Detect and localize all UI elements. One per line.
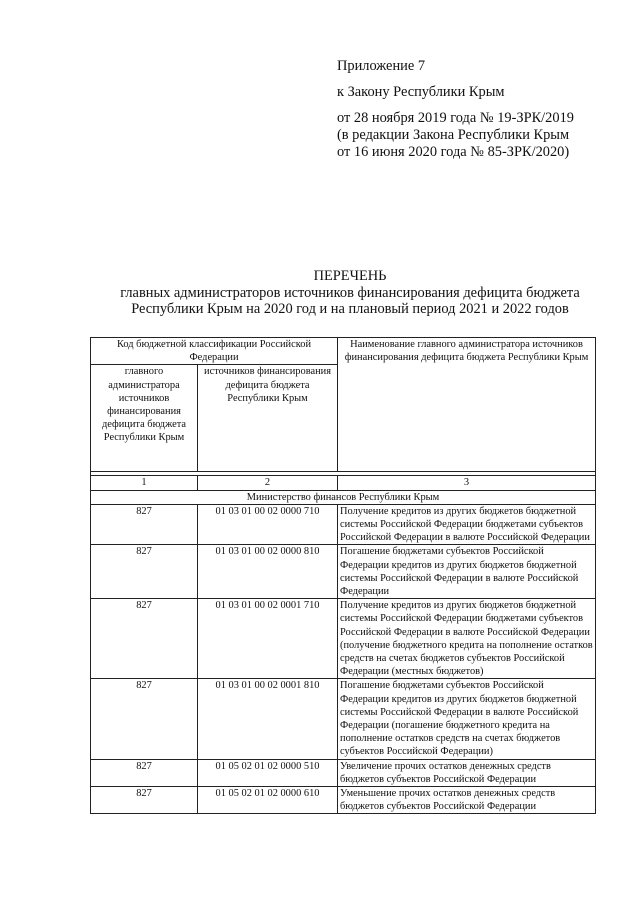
appendix-edition-date: от 16 июня 2020 года № 85-ЗРК/2020) <box>337 144 570 160</box>
row-source-code: 01 05 02 01 02 0000 610 <box>198 787 338 814</box>
document-subtitle-line1: главных администраторов источников финансирования дефицита бюджета <box>120 285 580 301</box>
row-admin-code: 827 <box>91 679 198 759</box>
header-code-group: Код бюджетной классификации Российской Федерации <box>91 338 338 365</box>
table-column-numbers <box>91 476 596 490</box>
table-row <box>91 504 596 545</box>
row-name: Уменьшение прочих остатков денежных средств бюджетов субъектов Российской Федерации <box>338 787 596 814</box>
header-source-code: источников финансирования дефицита бюджета Республики Крым <box>198 365 338 472</box>
administrators-table <box>90 337 596 814</box>
section-ministry: Министерство финансов Республики Крым <box>91 490 596 504</box>
row-source-code: 01 03 01 00 02 0001 710 <box>198 599 338 679</box>
table-row <box>91 599 596 679</box>
row-source-code: 01 03 01 00 02 0000 810 <box>198 545 338 599</box>
column-number-2: 2 <box>198 476 338 490</box>
document-subtitle-line2: Республики Крым на 2020 год и на плановый период 2021 и 2022 годов <box>131 301 569 317</box>
row-name: Получение кредитов из других бюджетов бюджетной системы Российской Федерации бюджетами субъектов Российской Федерации в валюте Российской Федерации <box>338 504 596 545</box>
table-row <box>91 787 596 814</box>
row-admin-code: 827 <box>91 545 198 599</box>
row-admin-code: 827 <box>91 759 198 786</box>
appendix-edition: (в редакции Закона Республики Крым <box>337 127 570 143</box>
row-source-code: 01 03 01 00 02 0000 710 <box>198 504 338 545</box>
appendix-number: Приложение 7 <box>337 58 426 74</box>
column-number-3: 3 <box>338 476 596 490</box>
table-section-row <box>91 490 596 504</box>
row-name: Увеличение прочих остатков денежных средств бюджетов субъектов Российской Федерации <box>338 759 596 786</box>
header-administrator-name: Наименование главного администратора источников финансирования дефицита бюджета Республики Крым <box>338 338 596 472</box>
table-row <box>91 679 596 759</box>
row-source-code: 01 03 01 00 02 0001 810 <box>198 679 338 759</box>
header-admin-code: главного администратора источников финансирования дефицита бюджета Республики Крым <box>91 365 198 472</box>
appendix-law-ref: к Закону Республики Крым <box>337 84 505 100</box>
table-header-row-1 <box>91 338 596 365</box>
row-name: Погашение бюджетами субъектов Российской Федерации кредитов из других бюджетов бюджетной системы Российской Федерации в валюте Российской Федерации (погашение бюджетного кредита на пополнение остатков средств на счетах бюджетов субъектов Российской Федерации) <box>338 679 596 759</box>
row-admin-code: 827 <box>91 599 198 679</box>
appendix-block <box>337 58 627 161</box>
row-admin-code: 827 <box>91 504 198 545</box>
row-name: Погашение бюджетами субъектов Российской Федерации кредитов из других бюджетов бюджетной системы Российской Федерации в валюте Российской Федерации <box>338 545 596 599</box>
row-name: Получение кредитов из других бюджетов бюджетной системы Российской Федерации бюджетами субъектов Российской Федерации в валюте Российской Федерации (получение бюджетного кредита на пополнение остатков средств на счетах бюджетов субъектов Российской Федерации (местных бюджетов) <box>338 599 596 679</box>
row-source-code: 01 05 02 01 02 0000 510 <box>198 759 338 786</box>
column-number-1: 1 <box>91 476 198 490</box>
table-row <box>91 545 596 599</box>
document-heading <box>70 267 630 317</box>
document-title: ПЕРЕЧЕНЬ <box>313 268 387 284</box>
appendix-law-date: от 28 ноября 2019 года № 19-ЗРК/2019 <box>337 110 574 126</box>
row-admin-code: 827 <box>91 787 198 814</box>
table-row <box>91 759 596 786</box>
